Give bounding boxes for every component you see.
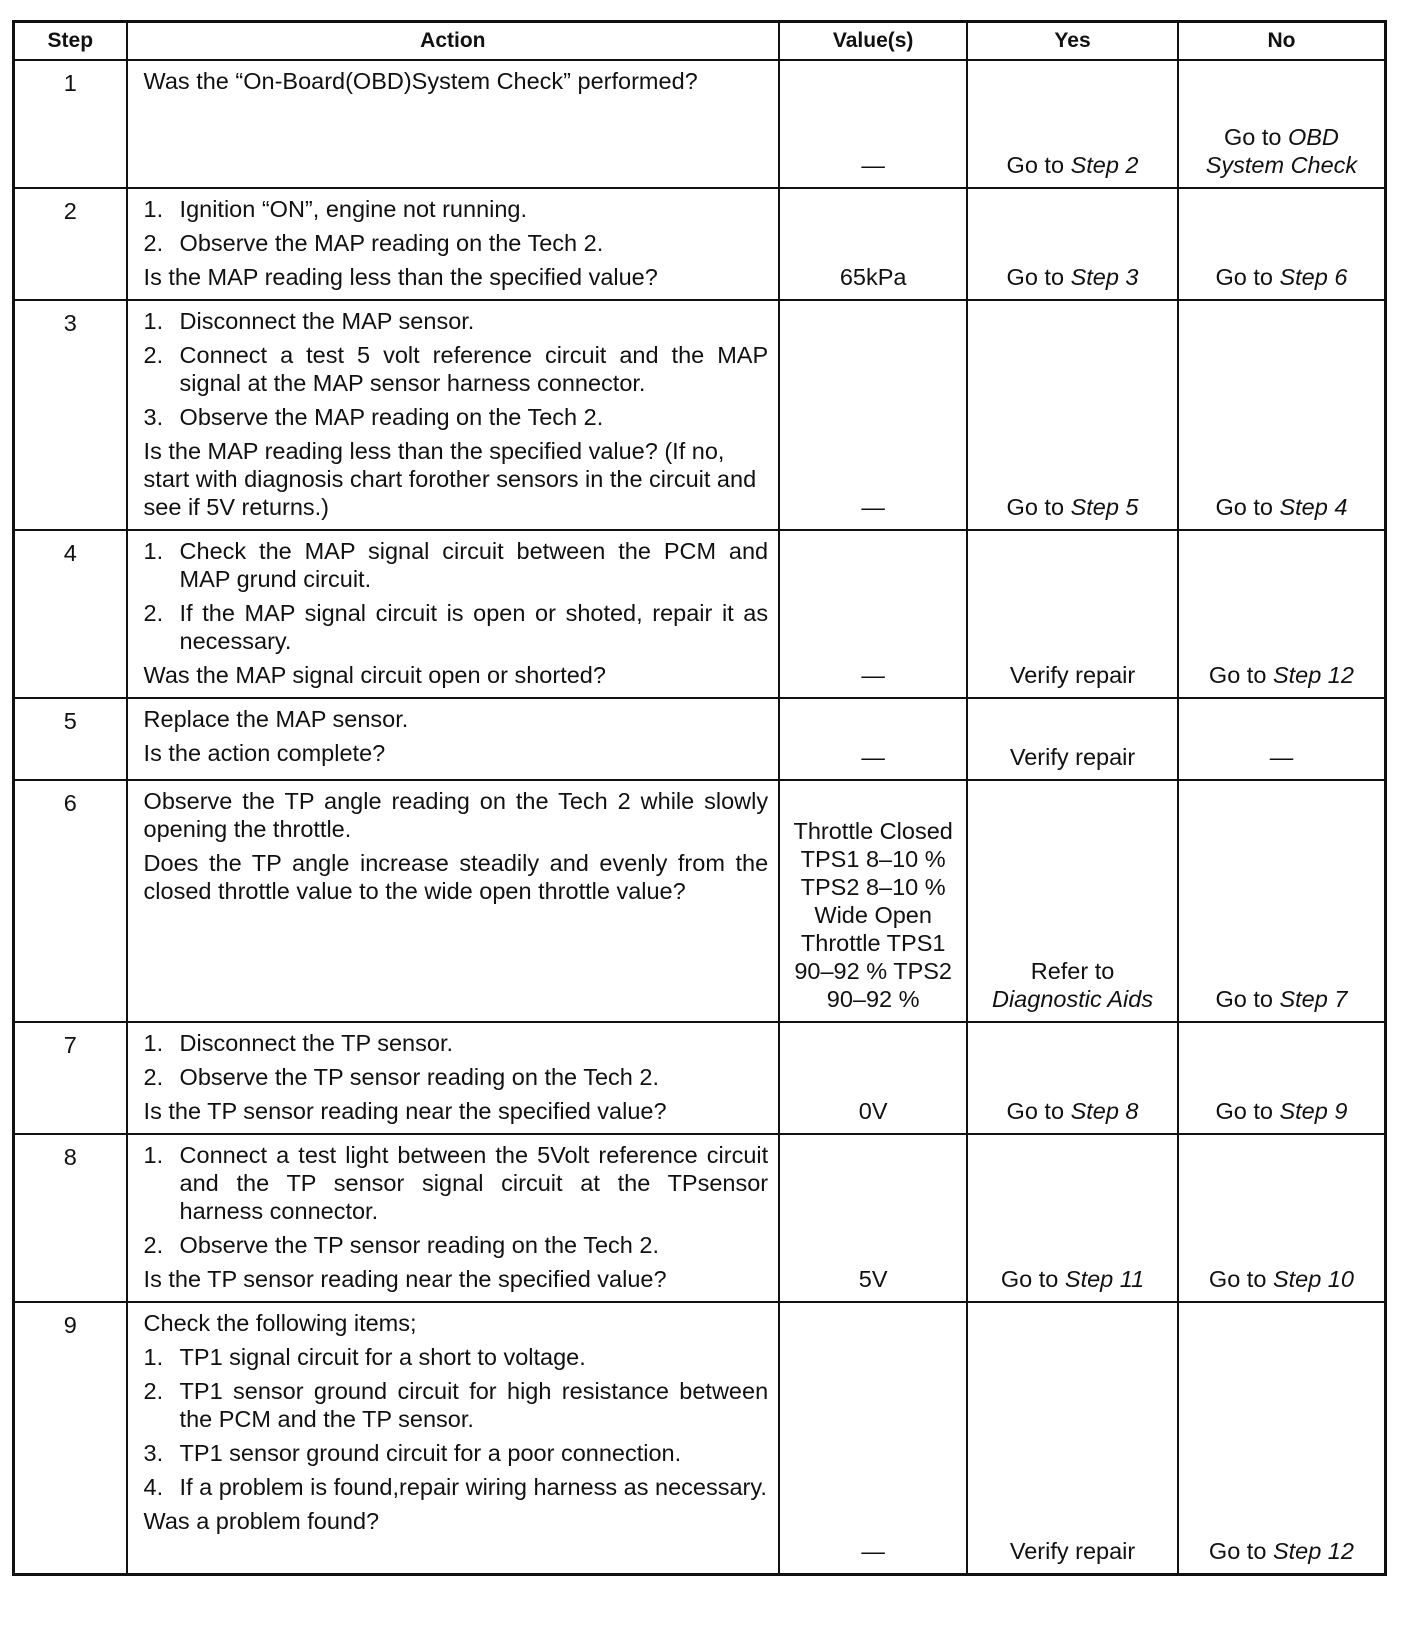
value-cell: — — [779, 1302, 967, 1574]
action-step-number: 1. — [143, 308, 164, 334]
action-cell — [127, 1022, 780, 1134]
no-step-reference: OBD System Check — [1205, 124, 1358, 178]
no-action-text: Go to — [1223, 124, 1288, 150]
action-text: Observe the TP angle reading on the Tech 2 while slowly opening the throttle. — [143, 788, 769, 842]
action-step-item — [144, 403, 769, 431]
action-step-text: Check the MAP signal circuit between the PCM and MAP grund circuit. — [179, 538, 769, 592]
no-cell — [1178, 300, 1386, 530]
action-step-number: 1. — [143, 1030, 164, 1056]
action-step-text: TP1 signal circuit for a short to voltage. — [179, 1344, 586, 1370]
step-number: 5 — [14, 698, 127, 780]
value-cell: — — [779, 698, 967, 780]
no-action-text: Go to — [1215, 986, 1280, 1012]
yes-step-reference: Step 11 — [1064, 1266, 1145, 1292]
value-cell: 0V — [779, 1022, 967, 1134]
header-yes: Yes — [967, 22, 1178, 61]
action-step-text: If a problem is found,repair wiring harness as necessary. — [179, 1474, 767, 1500]
yes-action-text: Go to — [1006, 1098, 1071, 1124]
action-question: Is the TP sensor reading near the specified value? — [143, 1098, 667, 1124]
action-step-item — [144, 1141, 769, 1225]
yes-action-text: Go to — [1006, 152, 1071, 178]
action-step-item — [144, 599, 769, 655]
yes-cell — [967, 530, 1178, 698]
diagnostic-table-sheet — [12, 20, 1387, 1576]
header-action: Action — [127, 22, 780, 61]
yes-step-reference: Step 2 — [1070, 152, 1139, 178]
action-step-item — [144, 1029, 769, 1057]
action-step-number: 2. — [143, 230, 164, 256]
yes-action-text: Verify repair — [1009, 1537, 1136, 1564]
action-step-item — [144, 307, 769, 335]
action-step-number: 2. — [143, 342, 164, 368]
step-number: 6 — [14, 780, 127, 1022]
yes-action-text: Verify repair — [1009, 662, 1136, 688]
action-step-text: TP1 sensor ground circuit for a poor connection. — [179, 1440, 682, 1466]
table-row — [14, 60, 1386, 188]
action-cell — [127, 698, 780, 780]
action-cell — [127, 1302, 780, 1574]
yes-cell — [967, 1134, 1178, 1302]
step-number: 4 — [14, 530, 127, 698]
yes-cell — [967, 1022, 1178, 1134]
value-cell: — — [779, 60, 967, 188]
no-action-text: Go to — [1215, 264, 1280, 290]
action-step-item — [144, 1439, 769, 1467]
action-cell — [127, 530, 780, 698]
no-action-text: Go to — [1215, 494, 1280, 520]
yes-cell — [967, 300, 1178, 530]
action-step-item — [144, 1473, 769, 1501]
yes-action-text: Go to — [1000, 1266, 1065, 1292]
step-number: 8 — [14, 1134, 127, 1302]
action-cell — [127, 300, 780, 530]
action-step-number: 2. — [143, 1378, 164, 1404]
table-row — [14, 1022, 1386, 1134]
action-step-text: Observe the MAP reading on the Tech 2. — [179, 404, 604, 430]
header-values: Value(s) — [779, 22, 967, 61]
table-row — [14, 1302, 1386, 1574]
value-cell: 5V — [779, 1134, 967, 1302]
action-cell — [127, 60, 780, 188]
step-number: 2 — [14, 188, 127, 300]
table-row — [14, 188, 1386, 300]
no-step-reference: Step 10 — [1272, 1266, 1354, 1292]
action-step-text: Observe the MAP reading on the Tech 2. — [179, 230, 604, 256]
action-step-text: Connect a test 5 volt reference circuit and the MAP signal at the MAP sensor harness connector. — [179, 342, 769, 396]
action-step-item — [144, 1343, 769, 1371]
no-cell — [1178, 698, 1386, 780]
no-action-text: Go to — [1215, 1098, 1280, 1124]
yes-cell — [967, 780, 1178, 1022]
action-step-item — [144, 229, 769, 257]
action-step-text: Disconnect the MAP sensor. — [179, 308, 475, 334]
action-step-item — [144, 195, 769, 223]
action-cell — [127, 780, 780, 1022]
no-step-reference: Step 12 — [1272, 662, 1354, 688]
no-step-reference: Step 12 — [1272, 1537, 1354, 1564]
no-action-text: Go to — [1208, 662, 1273, 688]
action-text: Check the following items; — [143, 1310, 417, 1336]
header-row — [14, 22, 1386, 61]
header-step: Step — [14, 22, 127, 61]
header-no: No — [1178, 22, 1386, 61]
table-row — [14, 780, 1386, 1022]
action-step-number: 3. — [143, 1440, 164, 1466]
action-question: Was a problem found? — [143, 1508, 380, 1534]
action-step-number: 2. — [143, 600, 164, 626]
step-number: 1 — [14, 60, 127, 188]
yes-cell — [967, 60, 1178, 188]
value-cell: — — [779, 530, 967, 698]
action-step-item — [144, 537, 769, 593]
action-question: Was the MAP signal circuit open or shorted? — [143, 662, 606, 688]
action-text: Does the TP angle increase steadily and evenly from the closed throttle value to the wide open throttle value? — [143, 850, 769, 904]
yes-action-text: Go to — [1006, 264, 1071, 290]
diagnostic-table — [12, 20, 1387, 1576]
no-action-text: Go to — [1208, 1266, 1273, 1292]
action-step-item — [144, 341, 769, 397]
action-step-item — [144, 1063, 769, 1091]
action-step-text: Ignition “ON”, engine not running. — [179, 196, 528, 222]
action-question: Is the TP sensor reading near the specified value? — [143, 1266, 667, 1292]
action-text: Replace the MAP sensor. — [143, 706, 409, 732]
action-question: Is the MAP reading less than the specified value? — [143, 264, 658, 290]
step-number: 7 — [14, 1022, 127, 1134]
table-row — [14, 698, 1386, 780]
action-step-text: Observe the TP sensor reading on the Tech 2. — [179, 1232, 659, 1258]
yes-step-reference: Step 8 — [1070, 1098, 1139, 1124]
yes-action-text: Go to — [1006, 494, 1071, 520]
action-step-number: 1. — [143, 538, 164, 564]
no-step-reference: Step 7 — [1279, 986, 1348, 1012]
no-cell — [1178, 60, 1386, 188]
no-cell — [1178, 1134, 1386, 1302]
no-cell — [1178, 780, 1386, 1022]
action-step-text: Disconnect the TP sensor. — [179, 1030, 453, 1056]
table-row — [14, 1134, 1386, 1302]
value-cell: Throttle Closed TPS1 8–10 % TPS2 8–10 % Wide Open Throttle TPS1 90–92 % TPS2 90–92 % — [779, 780, 967, 1022]
action-cell — [127, 188, 780, 300]
action-step-text: TP1 sensor ground circuit for high resistance between the PCM and the TP sensor. — [179, 1378, 769, 1432]
step-number: 9 — [14, 1302, 127, 1574]
yes-step-reference: Step 5 — [1070, 494, 1139, 520]
table-row — [14, 300, 1386, 530]
no-cell — [1178, 1302, 1386, 1574]
action-step-number: 2. — [143, 1064, 164, 1090]
yes-step-reference: Step 3 — [1070, 264, 1139, 290]
action-step-number: 1. — [143, 1344, 164, 1370]
no-step-reference: Step 6 — [1279, 264, 1348, 290]
no-cell — [1178, 188, 1386, 300]
action-cell — [127, 1134, 780, 1302]
yes-step-reference: Diagnostic Aids — [991, 986, 1154, 1012]
no-cell — [1178, 530, 1386, 698]
table-row — [14, 530, 1386, 698]
yes-cell — [967, 698, 1178, 780]
value-cell: — — [779, 300, 967, 530]
action-question: Is the action complete? — [143, 740, 386, 766]
yes-cell — [967, 188, 1178, 300]
action-question: Was the “On-Board(OBD)System Check” performed? — [143, 68, 698, 94]
action-step-number: 4. — [143, 1474, 164, 1500]
action-step-number: 1. — [143, 196, 164, 222]
table-body — [14, 60, 1386, 1574]
action-step-number: 1. — [143, 1142, 164, 1168]
no-cell — [1178, 1022, 1386, 1134]
value-cell: 65kPa — [779, 188, 967, 300]
action-step-item — [144, 1231, 769, 1259]
yes-action-text: Refer to — [1030, 958, 1115, 984]
no-action-text: Go to — [1208, 1537, 1273, 1564]
action-step-text: Observe the TP sensor reading on the Tech 2. — [179, 1064, 659, 1090]
no-action-text: — — [1269, 744, 1294, 770]
no-step-reference: Step 4 — [1279, 494, 1348, 520]
no-step-reference: Step 9 — [1279, 1098, 1348, 1124]
action-step-number: 3. — [143, 404, 164, 430]
action-question: Is the MAP reading less than the specified value? (If no, start with diagnosis chart forother sensors in the circuit and see if 5V returns.) — [143, 438, 757, 520]
yes-cell — [967, 1302, 1178, 1574]
action-step-number: 2. — [143, 1232, 164, 1258]
yes-action-text: Verify repair — [1009, 744, 1136, 770]
action-step-item — [144, 1377, 769, 1433]
action-step-text: If the MAP signal circuit is open or shoted, repair it as necessary. — [179, 600, 769, 654]
step-number: 3 — [14, 300, 127, 530]
action-step-text: Connect a test light between the 5Volt reference circuit and the TP sensor signal circuit at the TPsensor harness connector. — [179, 1142, 769, 1224]
